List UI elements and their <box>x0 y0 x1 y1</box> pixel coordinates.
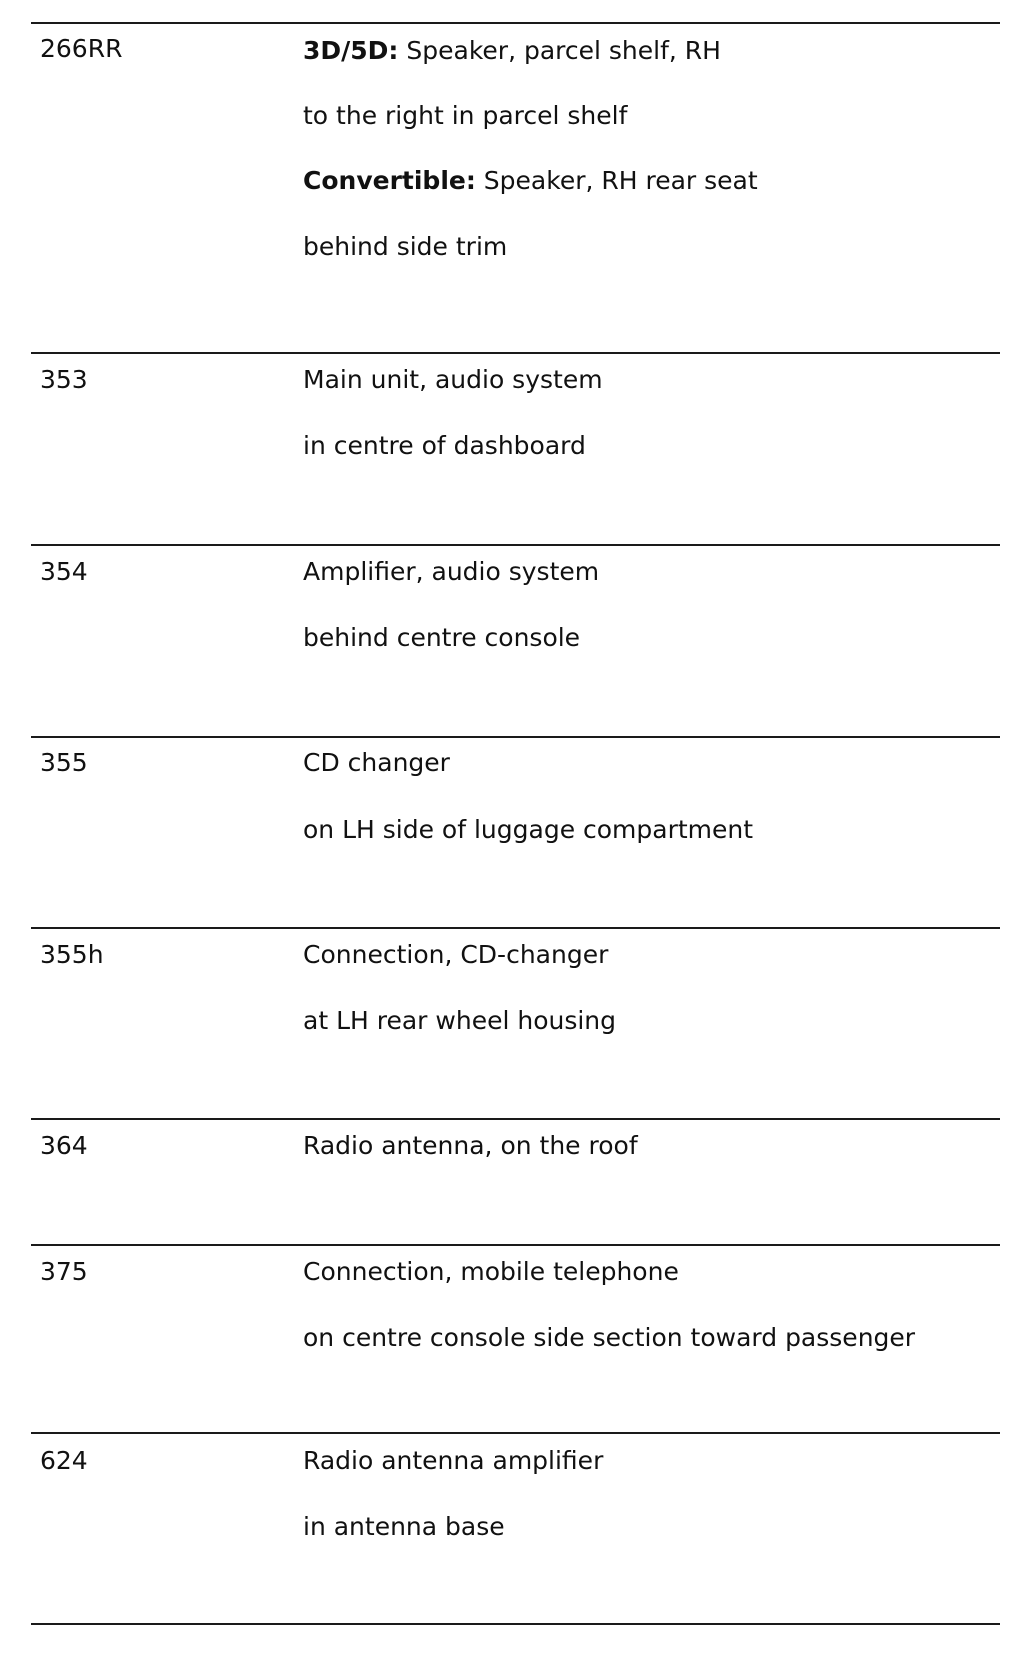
description-line <box>303 940 608 970</box>
row-divider <box>31 1244 1000 1246</box>
description-line <box>303 748 450 778</box>
description-text: Radio antenna amplifier <box>303 1446 604 1475</box>
description-line <box>303 36 721 66</box>
component-code: 266RR <box>40 34 123 63</box>
description-line <box>303 815 753 845</box>
description-text: Speaker, RH rear seat <box>475 166 758 195</box>
row-divider <box>31 736 1000 738</box>
description-text: in antenna base <box>303 1512 505 1541</box>
variant-label: Convertible: <box>303 166 476 195</box>
component-code: 354 <box>40 557 88 586</box>
description-text: Main unit, audio system <box>303 365 603 394</box>
description-line <box>303 1446 603 1476</box>
component-code: 375 <box>40 1257 88 1286</box>
component-code: 364 <box>40 1131 88 1160</box>
row-divider <box>31 1623 1000 1625</box>
description-line <box>303 365 603 395</box>
row-divider <box>31 22 1000 24</box>
description-line <box>303 166 758 196</box>
description-line <box>303 232 507 262</box>
component-code: 355 <box>40 748 88 777</box>
description-line <box>303 623 580 653</box>
row-divider <box>31 1118 1000 1120</box>
component-code: 624 <box>40 1446 88 1475</box>
description-text: behind centre console <box>303 623 581 652</box>
component-code: 355h <box>40 940 104 969</box>
description-text: Connection, CD-changer <box>303 940 609 969</box>
description-text: Connection, mobile telephone <box>303 1257 679 1286</box>
description-line <box>303 557 599 587</box>
description-text: on LH side of luggage compartment <box>303 815 754 844</box>
description-line <box>303 1131 638 1161</box>
variant-label: 3D/5D: <box>303 36 399 65</box>
description-line <box>303 1512 505 1542</box>
row-divider <box>31 544 1000 546</box>
description-line <box>303 1257 679 1287</box>
description-text: Amplifier, audio system <box>303 557 600 586</box>
row-divider <box>31 927 1000 929</box>
description-text: CD changer <box>303 748 450 777</box>
description-text: to the right in parcel shelf <box>303 101 628 130</box>
description-text: on centre console side section toward passenger <box>303 1323 916 1352</box>
description-text: Radio antenna, on the roof <box>303 1131 638 1160</box>
component-code: 353 <box>40 365 88 394</box>
description-line <box>303 431 586 461</box>
description-text: behind side trim <box>303 232 508 261</box>
row-divider <box>31 1432 1000 1434</box>
description-line <box>303 101 627 131</box>
description-text: Speaker, parcel shelf, RH <box>398 36 721 65</box>
description-text: in centre of dashboard <box>303 431 586 460</box>
description-line <box>303 1006 616 1036</box>
row-divider <box>31 352 1000 354</box>
description-line <box>303 1323 915 1353</box>
description-text: at LH rear wheel housing <box>303 1006 617 1035</box>
